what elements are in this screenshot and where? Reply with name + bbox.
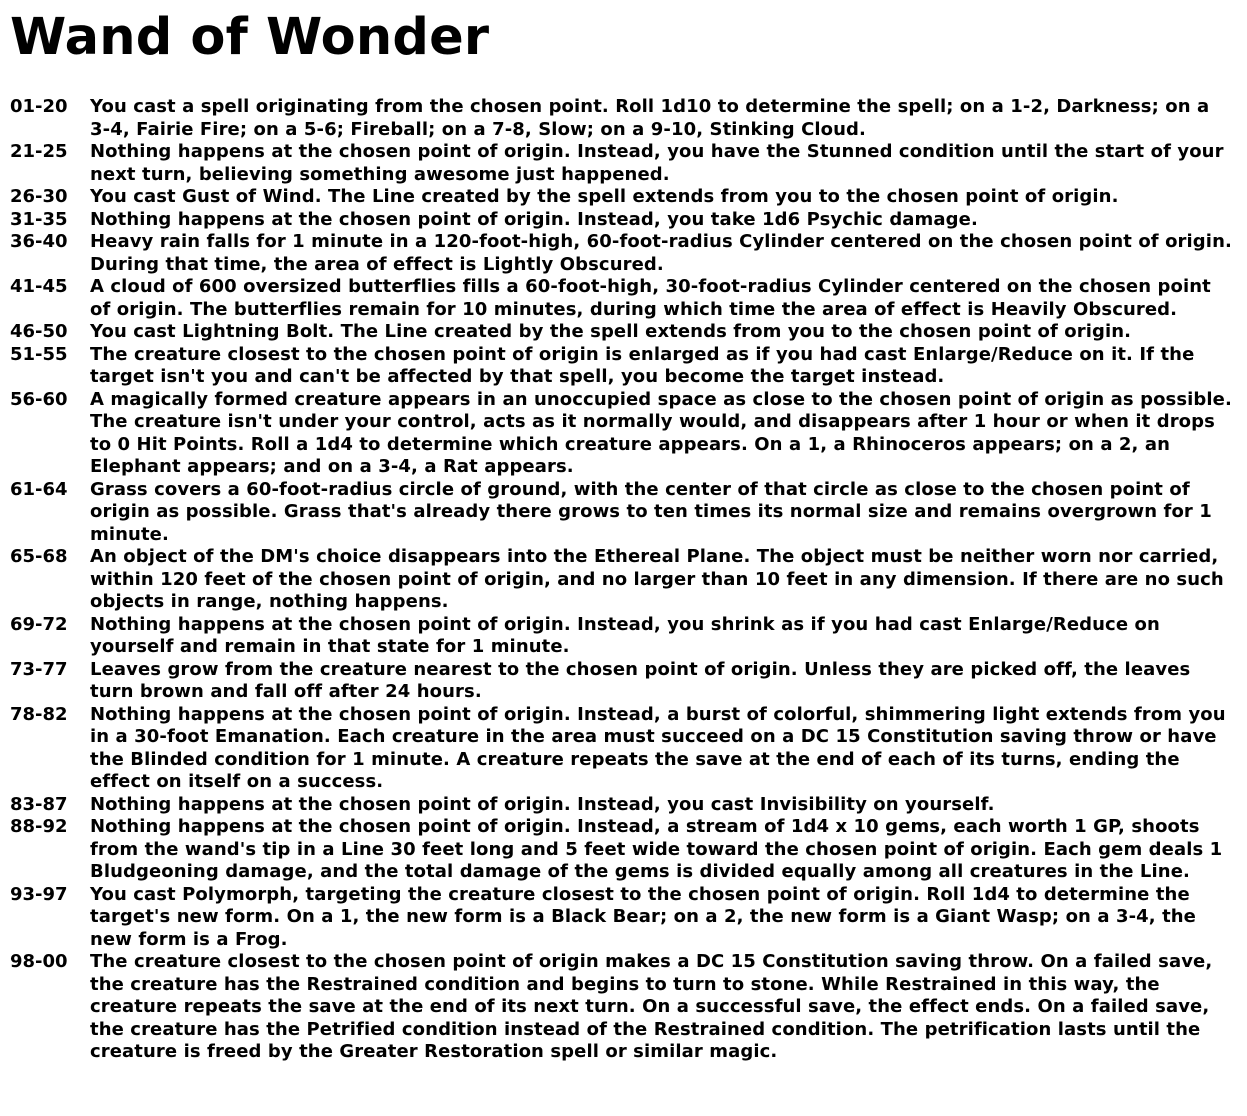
roll-range: 56-60	[10, 388, 68, 410]
table-row	[10, 276, 1235, 321]
table-row	[10, 141, 1235, 186]
roll-range: 26-30	[10, 186, 68, 207]
roll-range: 65-68	[10, 546, 68, 567]
table-row	[10, 321, 1235, 344]
effect-description: An object of the DM's choice disappears into the Ethereal Plane. The object must be neither worn nor carried, within 120 feet of the chosen point of origin, and no larger than 10 feet in any dimension. If there are no such objects in range, nothing happens.	[90, 546, 1224, 612]
table-row	[10, 546, 1235, 614]
effects-table	[10, 96, 1235, 1064]
effect-description: You cast Lightning Bolt. The Line created by the spell extends from you to the chosen point of origin.	[90, 321, 1132, 342]
roll-range: 01-20	[10, 96, 68, 117]
table-row	[10, 231, 1235, 276]
effect-description: Nothing happens at the chosen point of origin. Instead, you cast Invisibility on yourself.	[90, 793, 995, 815]
roll-range: 83-87	[10, 793, 68, 815]
table-row	[10, 704, 1235, 794]
roll-range: 93-97	[10, 883, 68, 905]
table-row	[10, 794, 1235, 817]
roll-range: 46-50	[10, 321, 68, 342]
roll-range: 69-72	[10, 613, 68, 635]
effect-description: Nothing happens at the chosen point of origin. Instead, a stream of 1d4 x 10 gems, each worth 1 GP, shoots from the wand's tip in a Line 30 feet long and 5 feet wide toward the chosen point of origin. Each gem deals 1 Bludgeoning damage, and the total damage of the gems is divided equally among all creatures in the Line.	[90, 816, 1223, 882]
table-row	[10, 209, 1235, 232]
table-row	[10, 659, 1235, 704]
effect-description: Nothing happens at the chosen point of origin. Instead, you take 1d6 Psychic damage.	[90, 208, 978, 230]
table-row	[10, 344, 1235, 389]
effect-description: Grass covers a 60-foot-radius circle of ground, with the center of that circle as close to the chosen point of origin as possible. Grass that's already there grows to ten times its normal size and remains overgrown for 1 minute.	[90, 478, 1212, 545]
effect-description: A magically formed creature appears in an unoccupied space as close to the chosen point of origin as possible. The creature isn't under your control, acts as it normally would, and disappears after 1 hour or when it drops to 0 Hit Points. Roll a 1d4 to determine which creature appears. On a 1, a Rhinoceros appears; on a 2, an Elephant appears; and on a 3-4, a Rat appears.	[90, 388, 1232, 477]
table-row	[10, 884, 1235, 952]
effect-description: You cast Gust of Wind. The Line created by the spell extends from you to the chosen point of origin.	[90, 186, 1119, 207]
table-row	[10, 614, 1235, 659]
effect-description: Nothing happens at the chosen point of origin. Instead, you have the Stunned condition until the start of your next turn, believing something awesome just happened.	[90, 141, 1224, 185]
table-row	[10, 96, 1235, 141]
effect-description: Nothing happens at the chosen point of origin. Instead, a burst of colorful, shimmering light extends from you in a 30-foot Emanation. Each creature in the area must succeed on a DC 15 Constitution saving throw or have the Blinded condition for 1 minute. A creature repeats the save at the end of each of its turns, ending the effect on itself on a success.	[90, 703, 1226, 792]
table-row	[10, 816, 1235, 884]
table-row	[10, 479, 1235, 547]
effect-description: You cast Polymorph, targeting the creature closest to the chosen point of origin. Roll 1d4 to determine the target's new form. On a 1, the new form is a Black Bear; on a 2, the new form is a Giant Wasp; on a 3-4, the new form is a Frog.	[90, 883, 1196, 950]
effect-description: You cast a spell originating from the chosen point. Roll 1d10 to determine the spell; on a 1-2, Darkness; on a 3-4, Fairie Fire; on a 5-6; Fireball; on a 7-8, Slow; on a 9-10, Stinking Cloud.	[90, 96, 1210, 140]
effect-description: The creature closest to the chosen point of origin is enlarged as if you had cast Enlarge/Reduce on it. If the target isn't you and can't be affected by that spell, you become the target instead.	[90, 343, 1195, 387]
roll-range: 36-40	[10, 231, 68, 252]
roll-range: 21-25	[10, 141, 68, 162]
effect-description: Heavy rain falls for 1 minute in a 120-foot-high, 60-foot-radius Cylinder centered on the chosen point of origin. During that time, the area of effect is Lightly Obscured.	[90, 231, 1232, 275]
roll-range: 61-64	[10, 478, 68, 500]
roll-range: 78-82	[10, 703, 68, 725]
roll-range: 88-92	[10, 816, 68, 837]
roll-range: 51-55	[10, 343, 68, 365]
roll-range: 41-45	[10, 276, 68, 297]
table-row	[10, 951, 1235, 1064]
table-row	[10, 389, 1235, 479]
effect-description: A cloud of 600 oversized butterflies fills a 60-foot-high, 30-foot-radius Cylinder centered on the chosen point of origin. The butterflies remain for 10 minutes, during which time the area of effect is Heavily Obscured.	[90, 276, 1211, 320]
roll-range: 31-35	[10, 208, 68, 230]
table-row	[10, 186, 1235, 209]
effect-description: Nothing happens at the chosen point of origin. Instead, you shrink as if you had cast Enlarge/Reduce on yourself and remain in that state for 1 minute.	[90, 613, 1160, 657]
effect-description: Leaves grow from the creature nearest to the chosen point of origin. Unless they are picked off, the leaves turn brown and fall off after 24 hours.	[90, 658, 1191, 702]
page-title: Wand of Wonder	[10, 8, 490, 67]
effect-description: The creature closest to the chosen point of origin makes a DC 15 Constitution saving throw. On a failed save, the creature has the Restrained condition and begins to turn to stone. While Restrained in this way, the creature repeats the save at the end of its next turn. On a successful save, the effect ends. On a failed save, the creature has the Petrified condition instead of the Restrained condition. The petrification lasts until the creature is freed by the Greater Restoration spell or similar magic.	[90, 951, 1213, 1062]
roll-range: 73-77	[10, 658, 68, 680]
roll-range: 98-00	[10, 951, 68, 972]
